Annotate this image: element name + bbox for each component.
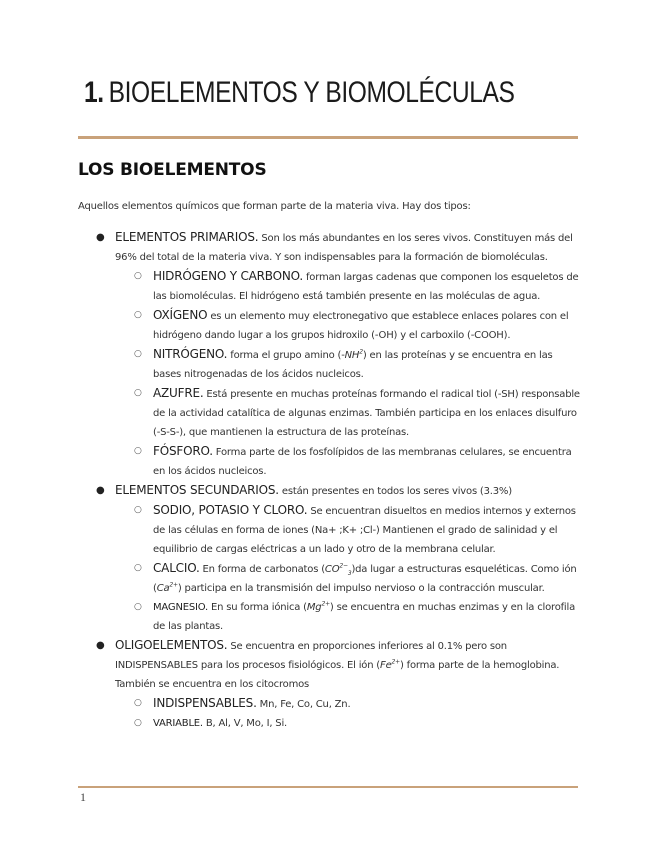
page-number: 1 <box>80 790 86 804</box>
chem-formula: $Fe^{2+}$ <box>380 658 400 671</box>
list-item-hidrogeno-carbono <box>134 267 580 306</box>
bullet-circle-icon: ○ <box>134 349 142 359</box>
intro-paragraph: Aquellos elementos químicos que forman parte de la materia viva. Hay dos tipos: <box>78 201 471 212</box>
item-text: Se encuentran disueltos en medios internos y externos de las células en forma de iones (Na+ ;K+ ;Cl-) Mantienen el grado de salinidad y el equilibrio de cargas eléctricas a un lado y otro de la membrana celular. <box>153 506 576 555</box>
term-label: SODIO, POTASIO Y CLORO. <box>153 503 308 517</box>
item-text: están presentes en todos los seres vivos (3.3%) <box>278 486 512 497</box>
term-label: ELEMENTOS PRIMARIOS. <box>115 230 259 244</box>
term-label: ELEMENTOS SECUNDARIOS. <box>115 483 279 497</box>
item-text: ) en las proteínas y se encuentra en las bases nitrogenadas de los ácidos nucleicos. <box>153 350 553 380</box>
item-text: forman largas cadenas que componen los esqueletos de las biomoléculas. El hidrógeno está también presente en las moléculas de agua. <box>153 272 579 302</box>
chapter-number: 1. <box>84 76 104 109</box>
item-text: ) forma parte de la hemoglobina. También se encuentra en los citocromos <box>115 660 560 690</box>
bullet-circle-icon: ○ <box>134 446 142 456</box>
bullet-circle-icon: ○ <box>134 563 142 573</box>
bullet-circle-icon: ○ <box>134 310 142 320</box>
chem-formula: $NH^2$ <box>344 348 363 361</box>
bullet-dot-icon: ● <box>96 485 105 496</box>
bullet-dot-icon: ● <box>96 640 105 651</box>
list-item-variable <box>134 714 580 733</box>
term-label: AZUFRE. <box>153 386 204 400</box>
list-item-secundarios <box>96 481 580 501</box>
term-label: NITRÓGENO. <box>153 347 228 361</box>
bullet-circle-icon: ○ <box>134 388 142 398</box>
chem-formula: $Mg^{2+}$ <box>306 600 330 613</box>
bullet-circle-icon: ○ <box>134 505 142 515</box>
footer-divider <box>78 786 578 788</box>
list-item-magnesio <box>134 598 580 636</box>
page-title <box>84 76 515 110</box>
item-text: es un elemento muy electronegativo que establece enlaces polares con el hidrógeno dando lugar a los grupos hidroxilo (-OH) y el carboxilo (-COOH). <box>153 311 569 341</box>
list-item-sodio-potasio-cloro <box>134 501 580 559</box>
bullet-circle-icon: ○ <box>134 602 142 612</box>
title-divider <box>78 136 578 139</box>
item-text: ) participa en la transmisión del impulso nervioso o la contracción muscular. <box>177 583 545 594</box>
chem-formula: $CO^{2-}_3$ <box>324 562 352 577</box>
bullet-list <box>0 228 655 733</box>
term-label: MAGNESIO. <box>153 602 208 613</box>
bullet-circle-icon: ○ <box>134 271 142 281</box>
term-label: HIDRÓGENO Y CARBONO. <box>153 269 303 283</box>
list-item-nitrogeno <box>134 345 580 384</box>
item-text: ) se encuentra en muchas enzimas y en la clorofila de las plantas. <box>153 602 576 632</box>
chapter-title: BIOELEMENTOS Y BIOMOLÉCULAS <box>108 76 515 109</box>
bullet-circle-icon: ○ <box>134 698 142 708</box>
item-text: forma el grupo amino (- <box>227 350 345 361</box>
item-text: Forma parte de los fosfolípidos de las membranas celulares, se encuentra en los ácidos nucleicos. <box>153 447 572 477</box>
chem-formula: $Ca^{2+}$ <box>156 581 178 594</box>
item-text: En forma de carbonatos ( <box>199 564 325 575</box>
item-text: Son los más abundantes en los seres vivos. Constituyen más del 96% del total de la materia viva. Y son indispensables para la formación de biomoléculas. <box>115 233 573 263</box>
item-text: Se encuentra en proporciones inferiores al 0.1% pero son INDISPENSABLES para los procesos fisiológicos. El ión ( <box>115 641 507 671</box>
term-label: OLIGOELEMENTOS. <box>115 638 228 652</box>
section-heading: LOS BIOELEMENTOS <box>78 160 267 180</box>
item-text: Mn, Fe, Co, Cu, Zn. <box>256 699 351 710</box>
list-item-fosforo <box>134 442 580 481</box>
term-label: VARIABLE. <box>153 718 203 729</box>
list-item-oligoelementos <box>96 636 580 694</box>
term-label: FÓSFORO. <box>153 444 213 458</box>
item-text: B, Al, V, Mo, I, Si. <box>202 718 288 729</box>
term-label: CALCIO. <box>153 561 200 575</box>
term-label: OXÍGENO <box>153 308 208 322</box>
list-item-primarios <box>96 228 580 267</box>
list-item-calcio <box>134 559 580 598</box>
bullet-circle-icon: ○ <box>134 718 142 728</box>
item-text: En su forma iónica ( <box>207 602 307 613</box>
list-item-azufre <box>134 384 580 442</box>
bullet-dot-icon: ● <box>96 232 105 243</box>
list-item-oxigeno <box>134 306 580 345</box>
term-label: INDISPENSABLES. <box>153 696 257 710</box>
list-item-indispensables <box>134 694 580 714</box>
item-text: )da lugar a estructuras esqueléticas. Como ión ( <box>153 564 577 594</box>
item-text: Está presente en muchas proteínas formando el radical tiol (-SH) responsable de la actividad catalítica de algunas enzimas. También participa en los enlaces disulfuro (-S-S-), que mantienen la estructura de las proteínas. <box>153 389 580 438</box>
